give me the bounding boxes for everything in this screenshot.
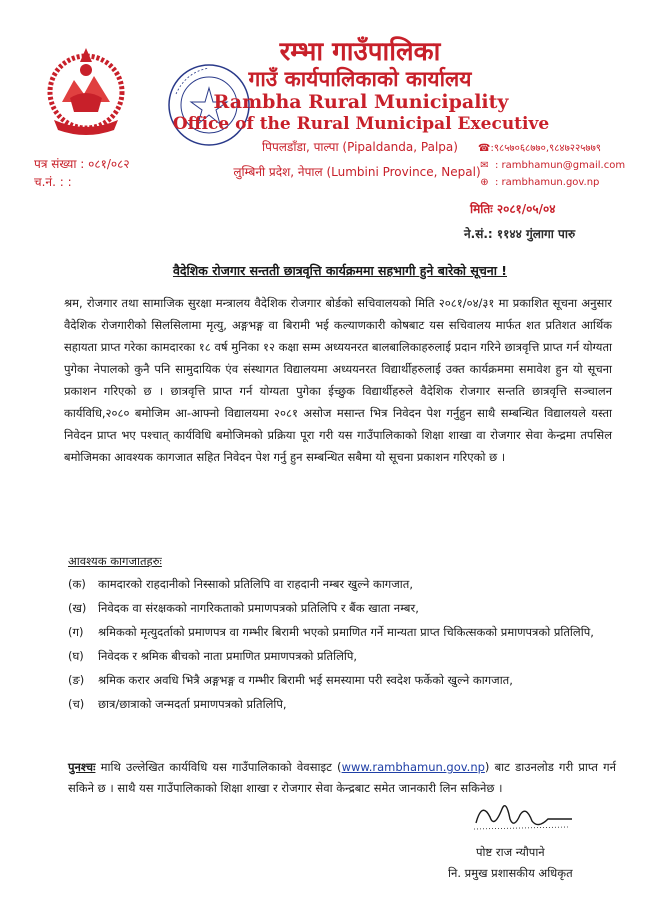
list-item — [68, 622, 616, 643]
letter-date: मितिः २०८१/०५/०४ — [470, 202, 556, 216]
list-item — [68, 598, 616, 619]
dispatch-number: च.नं. : : — [34, 175, 72, 189]
signatory-designation: नि. प्रमुख प्रशासकीय अधिकृत — [448, 866, 573, 880]
signatory-name: पोष्ट राज न्यौपाने — [476, 845, 545, 859]
nepal-sambat-date: ने.सं.: ११४४ गुंलागा पारु — [464, 227, 576, 241]
postscript-text-after: ) बाट डाउनलोड गरी प्राप्त गर्न सकिने छ । साथै यस गाउँपालिकाको शिक्षा शाखा र रोजगार सेवा केन्द्रबाट समेत जानकारी लिन सकिनेछ । — [68, 760, 616, 795]
list-item — [68, 646, 616, 667]
office-title-english: Office of the Rural Municipal Executive — [172, 114, 550, 134]
envelope-icon: ✉ — [480, 160, 489, 171]
list-item-text: निवेदक र श्रमिक बीचको नाता प्रमाणित प्रमाणपत्रको प्रतिलिपि, — [98, 649, 358, 663]
required-documents-list — [68, 574, 616, 718]
municipality-title-english: Rambha Rural Municipality — [213, 91, 509, 113]
address-line-2: लुम्बिनी प्रदेश, नेपाल (Lumbini Province, Nepal) — [233, 165, 481, 179]
email-row — [478, 157, 656, 174]
list-marker: (घ) — [68, 649, 84, 663]
required-documents-heading: आवश्यक कागजातहरुः — [68, 554, 162, 568]
list-item-text: कामदारको राहदानीको निस्साको प्रतिलिपि वा राहदानी नम्बर खुल्ने कागजात, — [98, 577, 413, 591]
website-address: : rambhamun.gov.np — [495, 177, 600, 188]
office-title-nepali: गाउँ कार्यपालिकाको कार्यालय — [248, 67, 472, 91]
phone-row — [478, 140, 656, 157]
globe-icon: ⊕ — [480, 177, 489, 188]
website-link[interactable]: www.rambhamun.gov.np — [341, 760, 485, 774]
signature-icon — [468, 795, 578, 837]
list-marker: (ख) — [68, 601, 87, 615]
list-item — [68, 694, 616, 715]
notice-title: वैदेशिक रोजगार सन्तती छात्रवृत्ति कार्यक्रममा सहभागी हुने बारेको सूचना ! — [172, 263, 508, 278]
phone-number: ☎:९८५७०६८७७०,९८४७२२५७७९ — [478, 143, 602, 154]
list-item — [68, 670, 616, 691]
website-row — [478, 174, 656, 191]
postscript — [68, 757, 616, 799]
contact-block — [478, 140, 656, 191]
notice-body: श्रम, रोजगार तथा सामाजिक सुरक्षा मन्त्रालय वैदेशिक रोजगार बोर्डको सचिवालयको मिति २०८१/०४/३१ मा प्रकाशित सूचना अनुसार वैदेशिक रोजगारीको सिलसिलामा मृत्यु, अङ्गभङ्ग वा बिरामी भई कल्याणकारी कोषबाट यस सचिवालय मार्फत शत प्रतिशत आर्थिक सहायता प्राप्त गरेका कामदारका १८ वर्ष मुनिका १२ कक्षा सम्म अध्ययनरत बालबालिकाहरुलाई प्रदान गरिने छात्रवृत्ति प्राप्त गर्न योग्यता पुगेका नेपालको कुनै पनि सामुदायिक एंव संस्थागत विद्यालयमा अध्ययनरत विद्यार्थीहरुलाई उक्त कार्यक्रममा समावेश हुन यो सूचना प्रकाशन गरिएको छ । छात्रवृत्ति प्राप्त गर्न योग्यता पुगेका ईच्छुक विद्यार्थीहरुले वैदेशिक रोजगार सन्तति छात्रवृत्ति सञ्चालन कार्यविधि,२०८० बमोजिम आ-आफ्नो विद्यालयमा २०८१ असोज मसान्त भित्र निवेदन पेश गर्नुहुन साथै सम्बन्धित विद्यालयले यस्ता निवेदन प्राप्त भए पश्चात् कार्यविधि बमोजिमको प्रक्रिया पूरा गरी यस गाउँपालिकाको शिक्षा शाखा वा रोजगार सेवा केन्द्रमा तपसिल बमोजिमका आवश्यक कागजात सहित निवेदन पेश गर्नु हुन सम्बन्धित सबैमा यो सूचना प्रकाशन गरिएको छ । — [64, 296, 612, 464]
government-emblem-icon — [40, 40, 132, 140]
list-marker: (ङ) — [68, 673, 85, 687]
letter-reference-number: पत्र संख्या : ०८१/०८२ — [34, 157, 130, 171]
address-line-1: पिपलडाँडा, पाल्पा (Pipaldanda, Palpa) — [262, 140, 458, 154]
list-item-text: छात्र/छात्राको जन्मदर्ता प्रमाणपत्रको प्रतिलिपि, — [98, 697, 287, 711]
list-item-text: श्रमिकको मृत्युदर्ताको प्रमाणपत्र वा गम्भीर बिरामी भएको प्रमाणित गर्ने मान्यता प्राप्त चिकित्सकको प्रमाणपत्रको प्रतिलिपि, — [98, 625, 594, 639]
municipality-title-nepali: रम्भा गाउँपालिका — [279, 37, 441, 67]
list-item-text: श्रमिक करार अवधि भित्रै अङ्गभङ्ग व गम्भीर बिरामी भई समस्यामा परी स्वदेश फर्केको खुल्ने कागजात, — [98, 673, 513, 687]
list-marker: (क) — [68, 577, 86, 591]
list-item — [68, 574, 616, 595]
list-marker: (ग) — [68, 625, 84, 639]
postscript-text-before: माथि उल्लेखित कार्यविधि यस गाउँपालिकाको वेवसाइट ( — [95, 760, 342, 774]
list-item-text: निवेदक वा संरक्षकको नागरिकताको प्रमाणपत्रको प्रतिलिपि र बैंक खाता नम्बर, — [98, 601, 419, 615]
list-marker: (च) — [68, 697, 85, 711]
email-address: : rambhamun@gmail.com — [495, 160, 626, 171]
postscript-label: पुनश्चः — [68, 760, 96, 774]
